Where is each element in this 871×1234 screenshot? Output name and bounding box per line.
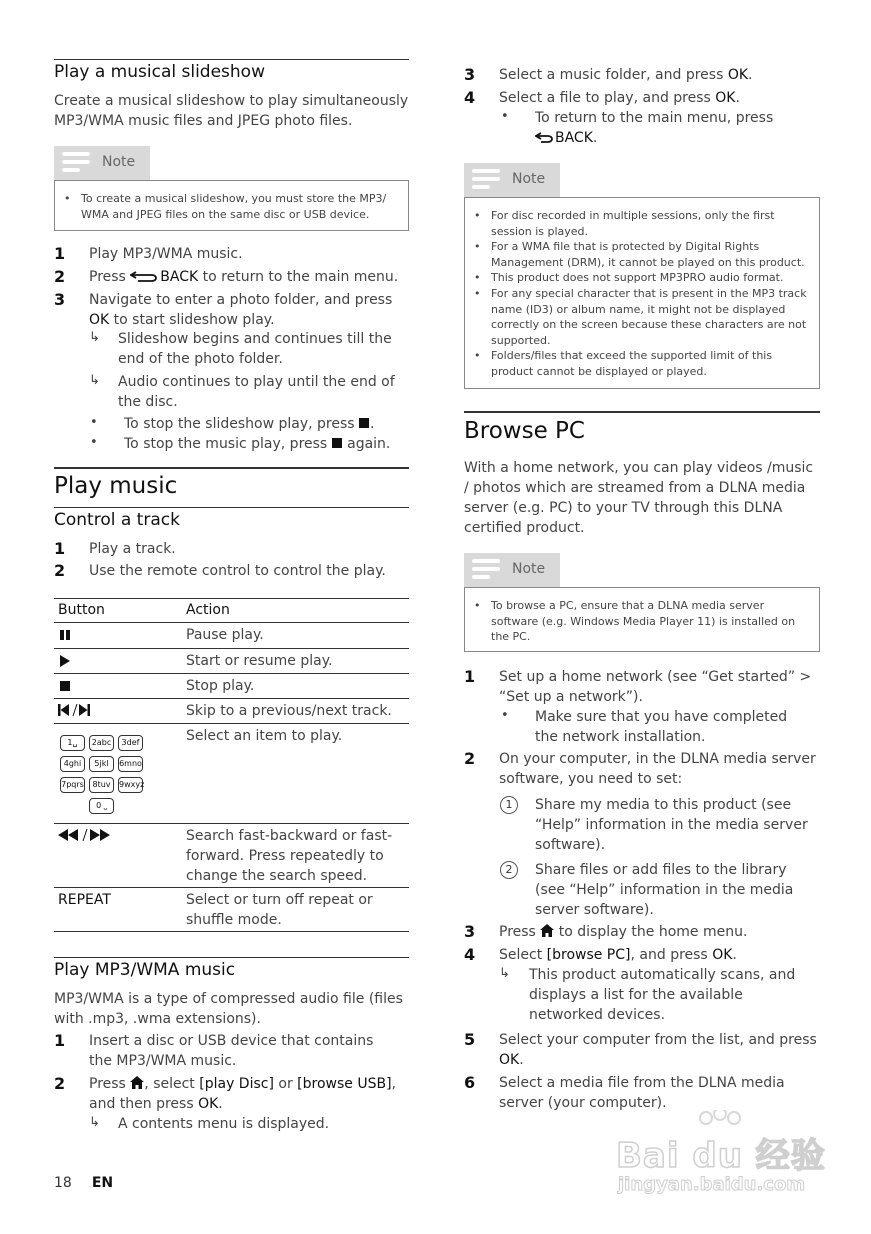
circled-number-icon: 2: [500, 861, 518, 879]
result-arrow-icon: ↳: [89, 330, 100, 345]
step-text-post: .: [218, 1096, 223, 1112]
step-text-pre: Press: [89, 1076, 131, 1092]
page-number: 18: [54, 1175, 72, 1191]
circled-number-icon: 1: [500, 796, 518, 814]
table-cell-action: Pause play.: [186, 627, 264, 643]
section-divider: [54, 957, 409, 958]
browse-intro: With a home network, you can play videos /music / photos which are streamed from a DLNA media server (e.g. PC) to your TV through this DLNA certified product.: [464, 460, 814, 536]
play-music-heading: Play music: [54, 473, 178, 499]
bullet-icon: •: [501, 109, 509, 124]
key-9-icon: 9wxyz: [118, 777, 143, 793]
ok-label: OK: [89, 312, 110, 328]
step-number: 1: [464, 667, 476, 686]
step-text-mid: or: [273, 1076, 298, 1092]
key-8-icon: 8tuv: [89, 777, 114, 793]
home-icon: [130, 1076, 144, 1089]
skip-prev-next-icon: [58, 704, 94, 717]
table-cell-button: REPEAT: [58, 892, 111, 908]
note-item: • For any special character that is present in the MP3 track name (ID3) or album name, it might not be displayed correctly on the screen because these characters are not supported.: [465, 286, 811, 348]
result-arrow-icon: ↳: [89, 1115, 100, 1130]
browse-usb-label: [browse USB]: [297, 1076, 392, 1092]
step-text: [499, 945, 737, 965]
stop-icon: [359, 418, 370, 428]
bullet-text-main: To stop the slideshow play, press: [124, 416, 355, 432]
language-code: EN: [91, 1175, 114, 1191]
bullet-text: [124, 414, 375, 434]
step-number: 2: [54, 561, 66, 580]
note-item: • To create a musical slideshow, you must store the MP3/ WMA and JPEG files on the same disc or USB device.: [55, 191, 402, 222]
note-box: [54, 180, 409, 231]
back-icon: [535, 131, 555, 143]
step-text-pre: Navigate to enter a photo folder, and press: [89, 292, 393, 308]
key-6-icon: 6mno: [118, 756, 143, 772]
table-rule: [54, 648, 409, 649]
table-cell-action: Start or resume play.: [186, 653, 333, 669]
ok-label: OK: [727, 67, 749, 83]
note-item: • To browse a PC, ensure that a DLNA media server software (e.g. Windows Media Player 11) is installed on the PC.: [465, 598, 811, 645]
play-disc-label: [play Disc]: [199, 1076, 274, 1092]
table-header-button: Button: [58, 602, 105, 618]
control-track-heading: Control a track: [54, 510, 180, 530]
bullet-text-main: To return to the main menu, press: [535, 110, 774, 126]
note-header: [464, 553, 560, 587]
step-number: 4: [464, 945, 476, 964]
key-1-icon: 1␣: [60, 735, 85, 751]
step-text-pre: Select your computer from the list, and press: [499, 1032, 817, 1048]
sub-step-text: Share files or add files to the library (see “Help” information in the media server software).: [535, 862, 794, 918]
step-text-pre: Select a file to play, and press: [499, 90, 716, 106]
mp3-heading: Play MP3/WMA music: [54, 960, 236, 980]
step-result: A contents menu is displayed.: [118, 1116, 330, 1132]
watermark-url: jingyan.baidu.com: [618, 1174, 806, 1195]
step-text: Select a media file from the DLNA media server (your computer).: [499, 1075, 785, 1111]
step-text-post: .: [519, 1052, 524, 1068]
back-icon: [130, 270, 160, 282]
note-box: [464, 587, 820, 652]
bullet-text: Make sure that you have completed the network installation.: [535, 709, 788, 745]
note-header: [464, 163, 560, 197]
note-item: • For a WMA file that is protected by Digital Rights Management (DRM), it cannot be played on this product.: [465, 239, 811, 270]
step-text-post: .: [732, 947, 737, 963]
step-result: This product automatically scans, and displays a list for the available networked devices.: [529, 967, 796, 1023]
step-number: 2: [54, 1074, 66, 1093]
step-text-post: to return to the main menu.: [198, 269, 399, 285]
section-divider: [54, 59, 409, 60]
step-text-mid: , and press: [630, 947, 713, 963]
ok-label: OK: [198, 1096, 219, 1112]
table-rule: [54, 887, 409, 888]
ok-label: OK: [715, 90, 736, 106]
step-text: [89, 290, 409, 330]
note-icon: [472, 169, 500, 191]
sub-step-text: Share my media to this product (see “Help” information in the media server software).: [535, 797, 808, 853]
step-text-post: to start slideshow play.: [109, 312, 275, 328]
key-3-icon: 3def: [118, 735, 143, 751]
step-number: 3: [464, 922, 476, 941]
home-icon: [540, 924, 554, 937]
step-text-mid: , and then press: [89, 1076, 396, 1112]
step-number: 1: [54, 539, 66, 558]
table-rule: [54, 698, 409, 699]
section-divider: [54, 507, 409, 508]
step-text: [499, 88, 740, 108]
step-text: Insert a disc or USB device that contains the MP3/WMA music.: [89, 1033, 374, 1069]
result-arrow-icon: ↳: [499, 966, 510, 981]
step-text-post: .: [735, 90, 740, 106]
note-label: Note: [512, 561, 546, 577]
step-number: 6: [464, 1073, 476, 1092]
back-label: BACK: [555, 130, 593, 146]
step-number: 3: [54, 290, 66, 309]
browse-pc-heading: Browse PC: [464, 418, 585, 444]
step-text-pre: Press: [499, 924, 541, 940]
note-label: Note: [512, 171, 546, 187]
table-rule: [54, 622, 409, 623]
table-cell-action: Select or turn off repeat or shuffle mode.: [186, 892, 373, 928]
slideshow-heading: Play a musical slideshow: [54, 62, 265, 82]
table-cell-action: Select an item to play.: [186, 728, 343, 744]
play-icon: [60, 655, 72, 667]
table-rule: [54, 723, 409, 724]
key-0-icon: 0 ⎵: [89, 798, 114, 814]
result-arrow-icon: ↳: [89, 373, 100, 388]
step-number: 5: [464, 1030, 476, 1049]
step-text-post: .: [748, 67, 753, 83]
bullet-icon: •: [501, 708, 509, 723]
step-text: [89, 1074, 409, 1114]
step-text: Play a track.: [89, 541, 176, 557]
table-rule: [54, 931, 409, 932]
pause-icon: [60, 630, 72, 641]
bullet-icon: •: [90, 435, 98, 450]
step-text: [499, 1030, 820, 1070]
step-text: [89, 267, 409, 287]
note-label: Note: [102, 154, 136, 170]
note-item: • For disc recorded in multiple sessions, only the first session is played.: [465, 208, 811, 239]
step-text-pre: Select: [499, 947, 547, 963]
note-item: • This product does not support MP3PRO audio format.: [465, 270, 811, 286]
browse-pc-label: [browse PC]: [546, 947, 631, 963]
step-text: Play MP3/WMA music.: [89, 246, 243, 262]
table-rule: [54, 598, 409, 599]
bullet-text: [535, 108, 780, 148]
slideshow-intro: Create a musical slideshow to play simultaneously MP3/WMA music files and JPEG photo files.: [54, 93, 409, 129]
step-result: Audio continues to play until the end of the disc.: [118, 374, 395, 410]
table-header-action: Action: [186, 602, 230, 618]
ok-label: OK: [712, 947, 733, 963]
note-header: [54, 146, 150, 180]
step-text: Use the remote control to control the play.: [89, 563, 386, 579]
step-text-pre: Press: [89, 269, 131, 285]
stop-icon: [60, 681, 71, 692]
section-divider: [54, 467, 409, 469]
step-number: 3: [464, 65, 476, 84]
step-number: 1: [54, 244, 66, 263]
rewind-forward-icon: [58, 829, 114, 842]
bullet-icon: •: [90, 415, 98, 430]
key-7-icon: 7pqrs: [60, 777, 85, 793]
bullet-suffix: again.: [342, 436, 391, 452]
step-text-mid: , select: [144, 1076, 200, 1092]
step-text: [499, 922, 747, 942]
back-label: BACK: [160, 269, 199, 285]
note-box: [464, 197, 820, 389]
step-number: 1: [54, 1031, 66, 1050]
step-result: Slideshow begins and continues till the end of the photo folder.: [118, 331, 392, 367]
key-4-icon: 4ghi: [60, 756, 85, 772]
note-icon: [472, 559, 500, 581]
step-text: On your computer, in the DLNA media server software, you need to set:: [499, 751, 816, 787]
step-text: Set up a home network (see “Get started” > “Set up a network”).: [499, 669, 812, 705]
table-cell-action: Skip to a previous/next track.: [186, 703, 392, 719]
bullet-suffix: .: [370, 416, 375, 432]
table-cell-action: Stop play.: [186, 678, 255, 694]
page-footer: [54, 1175, 113, 1191]
step-number: 2: [54, 267, 66, 286]
table-rule: [54, 673, 409, 674]
stop-icon: [332, 438, 343, 448]
key-2-icon: 2abc: [89, 735, 114, 751]
step-text-post: to display the home menu.: [554, 924, 748, 940]
bullet-text: [124, 434, 390, 454]
bullet-text-main: To stop the music play, press: [124, 436, 328, 452]
key-5-icon: 5jkl: [89, 756, 114, 772]
watermark-brand: Bai du 经验: [616, 1136, 826, 1176]
step-text: [499, 65, 752, 85]
step-number: 2: [464, 749, 476, 768]
mp3-intro: MP3/WMA is a type of compressed audio file (files with .mp3, .wma extensions).: [54, 991, 403, 1027]
note-icon: [62, 152, 90, 174]
bullet-suffix: .: [592, 130, 598, 146]
section-divider: [464, 411, 820, 413]
step-number: 4: [464, 88, 476, 107]
table-cell-action: Search fast-backward or fast-forward. Press repeatedly to change the search speed.: [186, 828, 393, 884]
note-item: • Folders/files that exceed the supported limit of this product cannot be displayed or played.: [465, 348, 811, 379]
table-rule: [54, 823, 409, 824]
ok-label: OK: [499, 1052, 520, 1068]
step-text-pre: Select a music folder, and press: [499, 67, 728, 83]
baidu-watermark: [616, 1110, 826, 1210]
